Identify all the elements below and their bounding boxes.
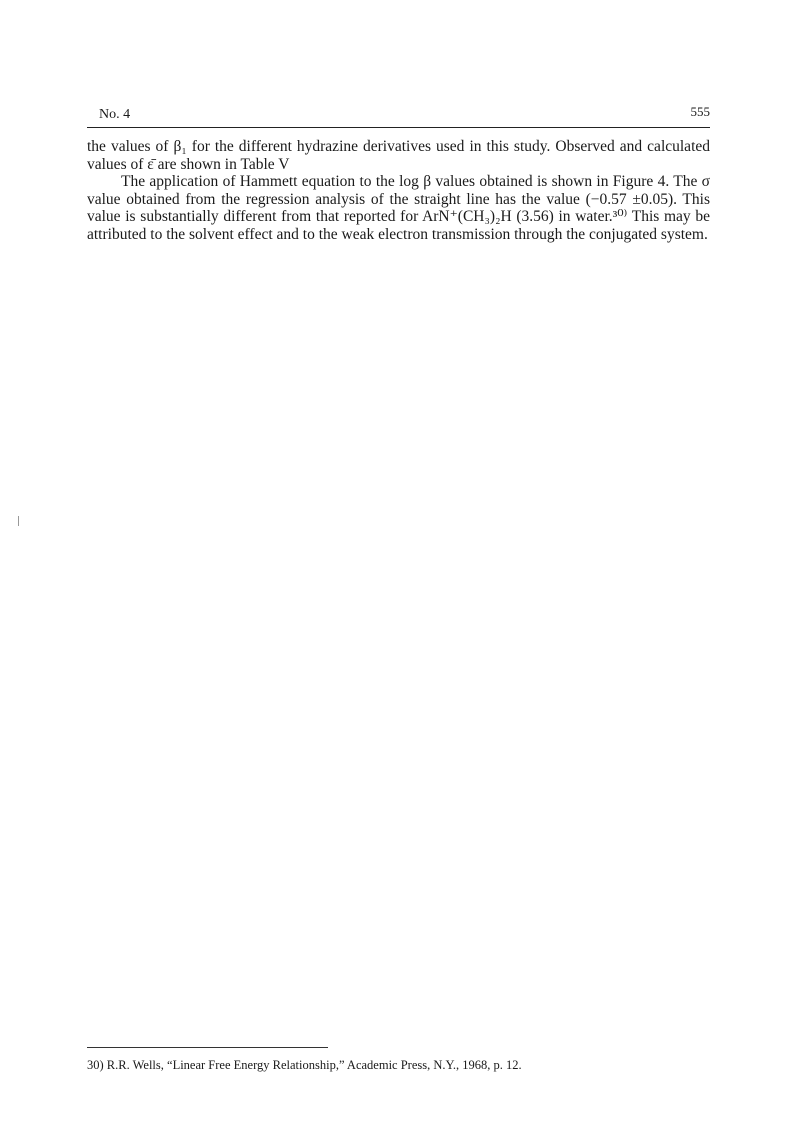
running-head <box>87 104 710 126</box>
paragraph-1: the values of β₁ for the different hydrazine derivatives used in this study. Observed and calculated values of ε̄ are shown in Table V <box>87 138 710 173</box>
page-number: 555 <box>690 104 710 119</box>
paragraph-2: The application of Hammett equation to the log β values obtained is shown in Figure 4. The σ value obtained from the regression analysis of the straight line has the value (−0.57 ±0.05). This value is substantially different from that reported for ArN⁺(CH₃)₂H (3.56) in water.³⁰⁾ This may be attributed to the solvent effect and to the weak electron transmission through the conjugated system. <box>87 173 710 243</box>
body-text <box>87 138 710 244</box>
header-rule <box>87 127 710 128</box>
scan-margin-mark <box>18 516 19 526</box>
journal-issue-number: No. 4 <box>99 107 131 122</box>
footnote-30: 30) R.R. Wells, “Linear Free Energy Relationship,” Academic Press, N.Y., 1968, p. 12. <box>87 1058 522 1072</box>
footnote-rule <box>87 1047 328 1048</box>
